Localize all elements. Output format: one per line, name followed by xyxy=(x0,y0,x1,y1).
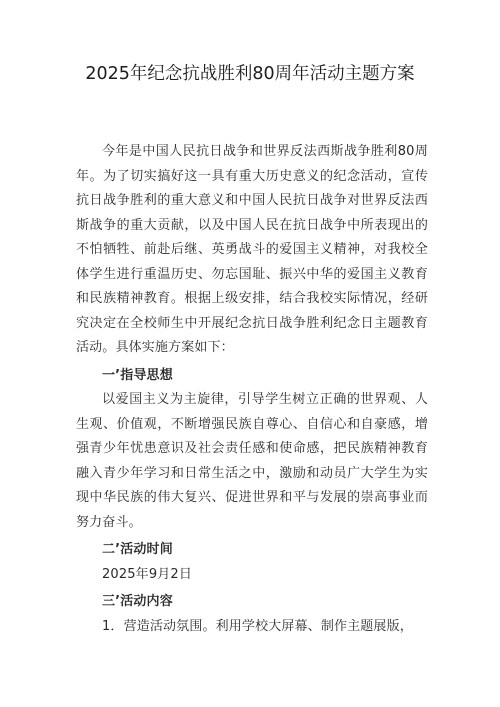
section-content-activity-content: 1．营造活动氛围。利用学校大屏幕、制作主题展版， xyxy=(102,618,413,634)
section-content-activity-time: 2025年9月2日 xyxy=(102,566,192,582)
section-heading-guiding-ideology: 一’指导思想 xyxy=(102,367,173,383)
document-body xyxy=(76,140,428,639)
section-content-guiding-ideology: 以爱国主义为主旋律，引导学生树立正确的世界观、人生观、价值观，不断增强民族自尊心、自信心和自豪感，增强青少年忧患意识及社会责任感和使命感，把民族精神教育融入青少年学习和日常生活之中，激励和动员广大学生为实现中华民族的伟大复兴、促进世界和平与发展的崇高事业而努力奋斗。 xyxy=(76,392,428,530)
section-heading-activity-content: 三’活动内容 xyxy=(102,594,173,609)
section-heading-activity-time: 二’活动时间 xyxy=(102,542,173,557)
document-title: 2025年纪念抗战胜利80周年活动主题方案 xyxy=(85,64,415,84)
intro-paragraph: 今年是中国人民抗日战争和世界反法西斯战争胜利80周年。为了切实搞好这一具有重大历史意义的纪念活动，宣传抗日战争胜利的重大意义和中国人民抗日战争对世界反法西斯战争的重大贡献，以及中国人民在抗日战争中所表现出的不怕牺牲、前赴后继、英勇战斗的爱国主义精神，对我校全体学生进行重温历史、勿忘国耻、振兴中华的爱国主义教育和民族精神教育。根据上级安排，结合我校实际情况，经研究决定在全校师生中开展纪念抗日战争胜利纪念日主题教育活动。具体实施方案如下： xyxy=(76,144,428,355)
